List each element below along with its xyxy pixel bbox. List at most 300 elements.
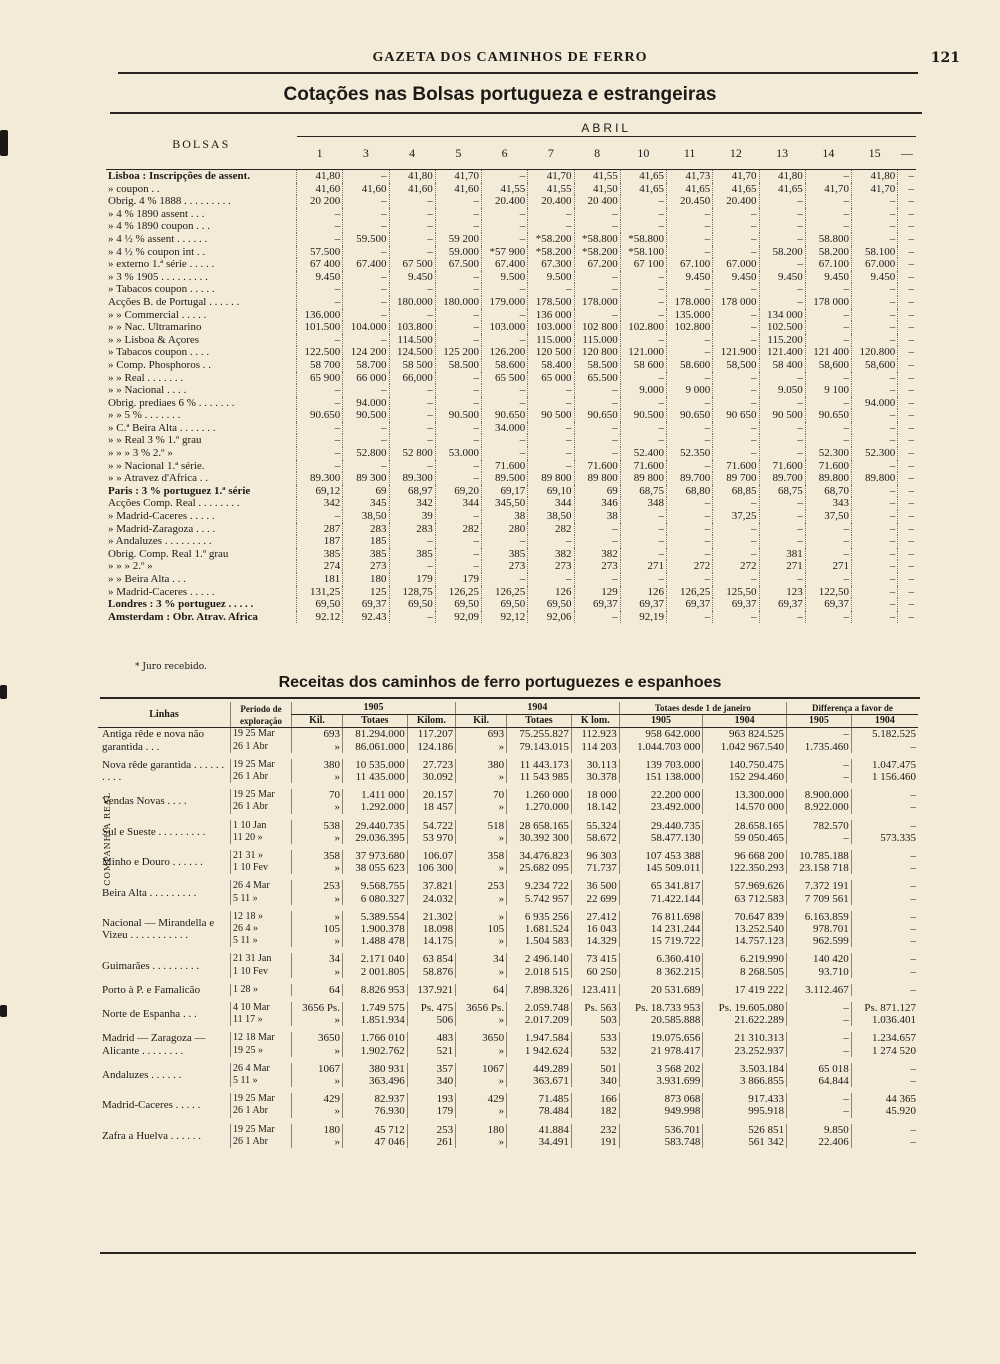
- revenue-value: 37 973.680: [342, 850, 407, 862]
- revenue-row: [98, 820, 918, 832]
- quote-value: –: [898, 321, 916, 334]
- quote-value: 126.200: [482, 346, 528, 359]
- revenue-value: 483: [407, 1032, 455, 1044]
- line-name: Minho e Douro . . . . . .: [102, 856, 203, 869]
- quote-row: [106, 510, 916, 523]
- revenue-value: »: [456, 966, 507, 978]
- quote-value: –: [898, 359, 916, 372]
- revenue-value: 2.017.209: [507, 1014, 572, 1026]
- revenue-value: 82.937: [342, 1093, 407, 1105]
- quote-value: 9.450: [667, 271, 713, 284]
- revenue-value: –: [851, 984, 918, 996]
- quote-value: 90.650: [805, 409, 851, 422]
- quote-value: –: [852, 485, 898, 498]
- quote-value: 41,65: [713, 183, 759, 196]
- revenue-value: 34.491: [507, 1136, 572, 1148]
- revenue-value: 30.113: [571, 759, 619, 771]
- revenue-value: 25.682 095: [507, 862, 572, 874]
- revenue-value: 57.969.626: [703, 880, 787, 892]
- quote-row: [106, 208, 916, 221]
- revenue-row: [98, 850, 918, 862]
- stock-quotes-body: [106, 170, 916, 624]
- quote-value: 53.000: [435, 447, 481, 460]
- quote-label: » Tabacos coupon . . . . .: [108, 283, 215, 296]
- quote-value: 41,70: [852, 183, 898, 196]
- quote-value: –: [713, 372, 759, 385]
- revenue-value: 1.766 010: [342, 1032, 407, 1044]
- revenue-value: 2.018 515: [507, 966, 572, 978]
- quote-value: –: [805, 434, 851, 447]
- quote-value: 271: [759, 560, 805, 573]
- quote-value: –: [805, 523, 851, 536]
- quote-value: 178.000: [667, 296, 713, 309]
- revenue-value: 58.876: [407, 966, 455, 978]
- quote-value: –: [898, 258, 916, 271]
- quote-row: [106, 183, 916, 196]
- quote-value: –: [574, 397, 620, 410]
- revenue-value: 20.157: [407, 789, 455, 801]
- quote-value: –: [435, 384, 481, 397]
- quote-value: –: [852, 523, 898, 536]
- quote-value: 67.400: [343, 258, 389, 271]
- line-name: Guimarães . . . . . . . . .: [102, 959, 200, 972]
- quote-value: –: [852, 510, 898, 523]
- quote-value: –: [528, 434, 574, 447]
- quote-value: –: [389, 309, 435, 322]
- quote-value: 273: [528, 560, 574, 573]
- quote-value: –: [805, 309, 851, 322]
- revenue-value: 518: [456, 820, 507, 832]
- quote-value: –: [343, 296, 389, 309]
- quote-label: » » Lisboa & Açores: [108, 333, 200, 346]
- revenue-value: »: [456, 1014, 507, 1026]
- quote-value: 385: [482, 548, 528, 561]
- quote-value: 41,65: [620, 183, 666, 196]
- quote-value: 41,70: [528, 170, 574, 183]
- quote-value: –: [667, 220, 713, 233]
- quote-value: –: [297, 384, 343, 397]
- quote-value: 385: [297, 548, 343, 561]
- revenue-value: 81.294.000: [342, 728, 407, 741]
- quote-value: 69,37: [620, 598, 666, 611]
- quote-value: –: [667, 246, 713, 259]
- quote-value: –: [482, 434, 528, 447]
- revenue-value: 45 712: [342, 1124, 407, 1136]
- revenue-value: 14.757.123: [703, 935, 787, 947]
- revenue-value: –: [786, 1093, 851, 1105]
- quote-value: 9.500: [528, 271, 574, 284]
- quote-value: 58 500: [389, 359, 435, 372]
- revenue-value: »: [292, 911, 343, 923]
- revenue-value: 1.504 583: [507, 935, 572, 947]
- quote-value: –: [852, 283, 898, 296]
- quote-value: 121.900: [713, 346, 759, 359]
- quote-value: –: [898, 560, 916, 573]
- quote-value: 68,70: [805, 485, 851, 498]
- revenue-value: 106 300: [407, 862, 455, 874]
- revenue-value: 429: [292, 1093, 343, 1105]
- quote-value: –: [759, 535, 805, 548]
- revenue-value: 182: [571, 1105, 619, 1117]
- quote-value: –: [898, 548, 916, 561]
- quote-value: 67 100: [620, 258, 666, 271]
- quote-value: –: [297, 283, 343, 296]
- quote-value: –: [852, 611, 898, 624]
- quote-value: –: [482, 535, 528, 548]
- revenue-value: 380: [292, 759, 343, 771]
- revenue-value: 8.826 953: [342, 984, 407, 996]
- revenue-value: 53 970: [407, 832, 455, 844]
- revenue-value: 1 156.460: [851, 771, 918, 783]
- quote-value: –: [713, 523, 759, 536]
- line-name: Norte de Espanha . . .: [102, 1008, 197, 1021]
- quote-value: –: [482, 309, 528, 322]
- quote-value: 59.000: [435, 246, 481, 259]
- quote-row: [106, 434, 916, 447]
- year-1905-header: 1905: [292, 702, 456, 715]
- line-name: Sul e Sueste . . . . . . . . .: [102, 825, 206, 838]
- revenue-value: 261: [407, 1136, 455, 1148]
- kilom-1905-header: Kilom.: [407, 715, 455, 728]
- quote-value: 69,12: [297, 485, 343, 498]
- revenue-value: 75.255.827: [507, 728, 572, 741]
- revenue-value: 10.785.188: [786, 850, 851, 862]
- revenue-value: –: [786, 1014, 851, 1026]
- quote-value: 41,65: [620, 170, 666, 183]
- quote-row: [106, 220, 916, 233]
- quote-value: 348: [620, 497, 666, 510]
- quote-value: 65 000: [528, 372, 574, 385]
- revenue-value: »: [292, 1014, 343, 1026]
- revenue-row: [98, 1002, 918, 1014]
- quote-label: » » Real 3 % 1.º grau: [108, 434, 202, 447]
- quote-value: –: [713, 611, 759, 624]
- company-side-label: COMPANHIA REAL: [103, 792, 112, 886]
- revenue-value: 3656 Ps.: [456, 1002, 507, 1014]
- quote-value: –: [713, 233, 759, 246]
- quote-value: –: [898, 296, 916, 309]
- kil-1904-header: Kil.: [456, 715, 507, 728]
- quote-value: 185: [343, 535, 389, 548]
- quote-value: –: [389, 535, 435, 548]
- quote-value: –: [667, 535, 713, 548]
- quote-value: 131,25: [297, 586, 343, 599]
- periodo-header: Periodo de exploração: [231, 702, 292, 728]
- revenue-value: 71.422.144: [619, 893, 703, 905]
- revenue-value: Ps. 18.733 953: [619, 1002, 703, 1014]
- quote-value: –: [852, 321, 898, 334]
- quote-value: –: [852, 309, 898, 322]
- quote-value: –: [805, 208, 851, 221]
- quote-value: 67.100: [805, 258, 851, 271]
- revenue-value: 963 824.525: [703, 728, 787, 741]
- quote-value: 344: [435, 497, 481, 510]
- revenue-value: 358: [456, 850, 507, 862]
- revenue-value: 253: [292, 880, 343, 892]
- quote-row: [106, 170, 916, 183]
- period-cell: 5 11 »: [231, 935, 292, 947]
- day-header: 13: [759, 137, 805, 170]
- quote-value: –: [805, 535, 851, 548]
- quote-value: 68,75: [620, 485, 666, 498]
- period-cell: 26 4 Mar: [231, 880, 292, 892]
- quote-value: 345: [343, 497, 389, 510]
- revenue-value: 30.378: [571, 771, 619, 783]
- revenue-value: –: [851, 1075, 918, 1087]
- quote-value: –: [528, 535, 574, 548]
- quote-value: 9.450: [713, 271, 759, 284]
- quote-value: 71.600: [805, 460, 851, 473]
- revenue-value: 27.412: [571, 911, 619, 923]
- quote-value: 58 400: [759, 359, 805, 372]
- revenue-value: »: [292, 893, 343, 905]
- quote-label: » » » 2.º »: [108, 560, 153, 573]
- quote-value: 20.400: [713, 195, 759, 208]
- revenue-value: 45.920: [851, 1105, 918, 1117]
- revenue-value: 34.476.823: [507, 850, 572, 862]
- revenue-value: 8.922.000: [786, 801, 851, 813]
- quote-value: –: [297, 397, 343, 410]
- quote-value: 69,50: [528, 598, 574, 611]
- revenue-value: 73 415: [571, 953, 619, 965]
- revenue-value: 253: [456, 880, 507, 892]
- revenue-value: »: [292, 1075, 343, 1087]
- revenue-value: 363.671: [507, 1075, 572, 1087]
- quote-value: –: [620, 397, 666, 410]
- quote-value: 41,55: [482, 183, 528, 196]
- quote-row: [106, 372, 916, 385]
- quote-label: Paris : 3 % portuguez 1.ª série: [108, 484, 251, 497]
- quote-value: 52 800: [389, 447, 435, 460]
- quote-value: –: [435, 195, 481, 208]
- quote-value: –: [528, 447, 574, 460]
- period-cell: 5 11 »: [231, 1075, 292, 1087]
- revenue-value: 145 509.011: [619, 862, 703, 874]
- period-cell: 19 25 Mar: [231, 1093, 292, 1105]
- quote-value: 58.500: [574, 359, 620, 372]
- quote-row: [106, 246, 916, 259]
- revenue-value: –: [851, 953, 918, 965]
- revenue-value: 34: [456, 953, 507, 965]
- quote-value: –: [297, 422, 343, 435]
- quote-value: –: [805, 170, 851, 183]
- kil-1905-header: Kil.: [292, 715, 343, 728]
- quote-value: –: [435, 208, 481, 221]
- revenue-value: 71.737: [571, 862, 619, 874]
- revenue-row: [98, 1063, 918, 1075]
- quote-value: –: [343, 220, 389, 233]
- period-cell: 1 10 Jan: [231, 820, 292, 832]
- quote-value: –: [297, 510, 343, 523]
- period-cell: 1 28 »: [231, 984, 292, 996]
- quote-value: –: [435, 548, 481, 561]
- klom-1904-header: K lom.: [571, 715, 619, 728]
- quote-value: –: [852, 460, 898, 473]
- revenue-value: 29.440.735: [619, 820, 703, 832]
- quote-value: 66,000: [389, 372, 435, 385]
- quote-value: –: [805, 195, 851, 208]
- quote-value: 71.600: [482, 460, 528, 473]
- quote-value: –: [620, 535, 666, 548]
- quote-value: –: [667, 510, 713, 523]
- quote-label: » » Nacional 1.ª série.: [108, 459, 205, 472]
- revenue-value: –: [851, 1136, 918, 1148]
- revenue-value: 6.360.410: [619, 953, 703, 965]
- period-cell: 19 25 Mar: [231, 728, 292, 741]
- revenue-value: 166: [571, 1093, 619, 1105]
- quote-value: –: [435, 397, 481, 410]
- quote-value: 59.500: [343, 233, 389, 246]
- quote-value: 120.800: [852, 346, 898, 359]
- quote-value: –: [482, 397, 528, 410]
- quote-value: 178.000: [574, 296, 620, 309]
- quote-value: 273: [343, 560, 389, 573]
- revenue-value: »: [456, 893, 507, 905]
- quote-value: 69,37: [805, 598, 851, 611]
- revenue-value: 14.175: [407, 935, 455, 947]
- revenue-value: 958 642.000: [619, 728, 703, 741]
- revenue-value: 76.930: [342, 1105, 407, 1117]
- quote-value: 90.650: [297, 409, 343, 422]
- quote-row: [106, 422, 916, 435]
- quote-value: 67.500: [435, 258, 481, 271]
- period-cell: 26 1 Abr: [231, 741, 292, 753]
- quote-value: 115.000: [574, 334, 620, 347]
- stock-quotes-table: [106, 120, 916, 623]
- revenue-value: 78.484: [507, 1105, 572, 1117]
- quote-value: 274: [297, 560, 343, 573]
- quote-value: 90 650: [713, 409, 759, 422]
- quote-value: 129: [574, 586, 620, 599]
- revenue-value: 1.292.000: [342, 801, 407, 813]
- quote-value: 181: [297, 573, 343, 586]
- quote-value: –: [667, 372, 713, 385]
- quote-value: 114.500: [389, 334, 435, 347]
- quote-value: 58 600: [620, 359, 666, 372]
- revenue-value: 583.748: [619, 1136, 703, 1148]
- revenue-value: 449.289: [507, 1063, 572, 1075]
- quote-value: 58.600: [667, 359, 713, 372]
- revenue-value: –: [851, 1124, 918, 1136]
- revenue-value: 29.036.395: [342, 832, 407, 844]
- revenue-value: 3 866.855: [703, 1075, 787, 1087]
- revenue-value: »: [456, 801, 507, 813]
- quote-value: 69,37: [713, 598, 759, 611]
- revenue-value: 18.098: [407, 923, 455, 935]
- quote-value: 89 300: [343, 472, 389, 485]
- quote-value: 121 400: [805, 346, 851, 359]
- revenue-value: 11 543 985: [507, 771, 572, 783]
- quote-row: [106, 598, 916, 611]
- quote-value: 69,50: [435, 598, 481, 611]
- quote-value: –: [898, 611, 916, 624]
- revenue-value: –: [851, 850, 918, 862]
- revenue-value: 506: [407, 1014, 455, 1026]
- quote-label: » C.ª Beira Alta . . . . . . .: [108, 421, 216, 434]
- quote-value: 58,500: [713, 359, 759, 372]
- revenue-value: 23.252.937: [703, 1045, 787, 1057]
- revenue-value: »: [456, 771, 507, 783]
- quote-value: –: [759, 283, 805, 296]
- quote-value: 382: [574, 548, 620, 561]
- quote-value: 136.000: [297, 309, 343, 322]
- quote-value: –: [435, 309, 481, 322]
- revenue-value: 11 435.000: [342, 771, 407, 783]
- quote-value: 90 500: [759, 409, 805, 422]
- month-header: ABRIL: [297, 120, 917, 137]
- quote-value: –: [435, 283, 481, 296]
- quote-value: –: [435, 434, 481, 447]
- revenue-value: »: [456, 911, 507, 923]
- quote-value: –: [852, 233, 898, 246]
- period-cell: 26 1 Abr: [231, 771, 292, 783]
- quote-label: Obrig. 4 % 1888 . . . . . . . . .: [108, 195, 231, 208]
- revenue-value: 962.599: [786, 935, 851, 947]
- line-name: Vendas Novas . . . .: [102, 795, 187, 808]
- revenue-value: 19.075.656: [619, 1032, 703, 1044]
- revenue-value: 7 709 561: [786, 893, 851, 905]
- quote-value: –: [898, 485, 916, 498]
- quote-value: 122,50: [805, 586, 851, 599]
- quote-value: –: [759, 523, 805, 536]
- quote-value: 67.200: [574, 258, 620, 271]
- revenue-value: 5.182.525: [851, 728, 918, 741]
- quote-value: 52.400: [620, 447, 666, 460]
- quote-value: 58.200: [805, 246, 851, 259]
- quote-value: 38,50: [528, 510, 574, 523]
- quote-label: » Madrid-Caceres . . . . .: [108, 510, 215, 523]
- quote-row: [106, 472, 916, 485]
- quote-value: –: [297, 447, 343, 460]
- revenue-value: 79.143.015: [507, 741, 572, 753]
- revenue-value: 20.585.888: [619, 1014, 703, 1026]
- revenue-row: [98, 1032, 918, 1044]
- quote-value: 65 900: [297, 372, 343, 385]
- revenue-value: 22.200 000: [619, 789, 703, 801]
- quote-value: –: [713, 447, 759, 460]
- quote-value: –: [898, 598, 916, 611]
- revenue-value: 64: [456, 984, 507, 996]
- quote-value: 9 100: [805, 384, 851, 397]
- revenue-value: 3650: [292, 1032, 343, 1044]
- quote-value: –: [898, 523, 916, 536]
- quote-value: 58.800: [805, 233, 851, 246]
- revenue-value: 60 250: [571, 966, 619, 978]
- quote-value: –: [528, 208, 574, 221]
- revenue-value: 28 658.165: [507, 820, 572, 832]
- revenue-value: 873 068: [619, 1093, 703, 1105]
- quote-value: 342: [389, 497, 435, 510]
- quote-value: –: [574, 271, 620, 284]
- quote-row: [106, 460, 916, 473]
- day-header: 15: [852, 137, 898, 170]
- revenue-value: –: [851, 966, 918, 978]
- revenue-value: 1.900.378: [342, 923, 407, 935]
- period-cell: 21 31 »: [231, 850, 292, 862]
- revenue-value: 93.710: [786, 966, 851, 978]
- revenue-value: Ps. 563: [571, 1002, 619, 1014]
- quote-value: –: [759, 220, 805, 233]
- quote-value: –: [713, 397, 759, 410]
- quote-value: –: [898, 409, 916, 422]
- revenue-value: 180: [456, 1124, 507, 1136]
- quote-value: –: [435, 510, 481, 523]
- quote-value: 20.400: [528, 195, 574, 208]
- quote-row: [106, 195, 916, 208]
- quote-value: 126,25: [667, 586, 713, 599]
- quote-value: –: [343, 422, 389, 435]
- revenue-value: 978.701: [786, 923, 851, 935]
